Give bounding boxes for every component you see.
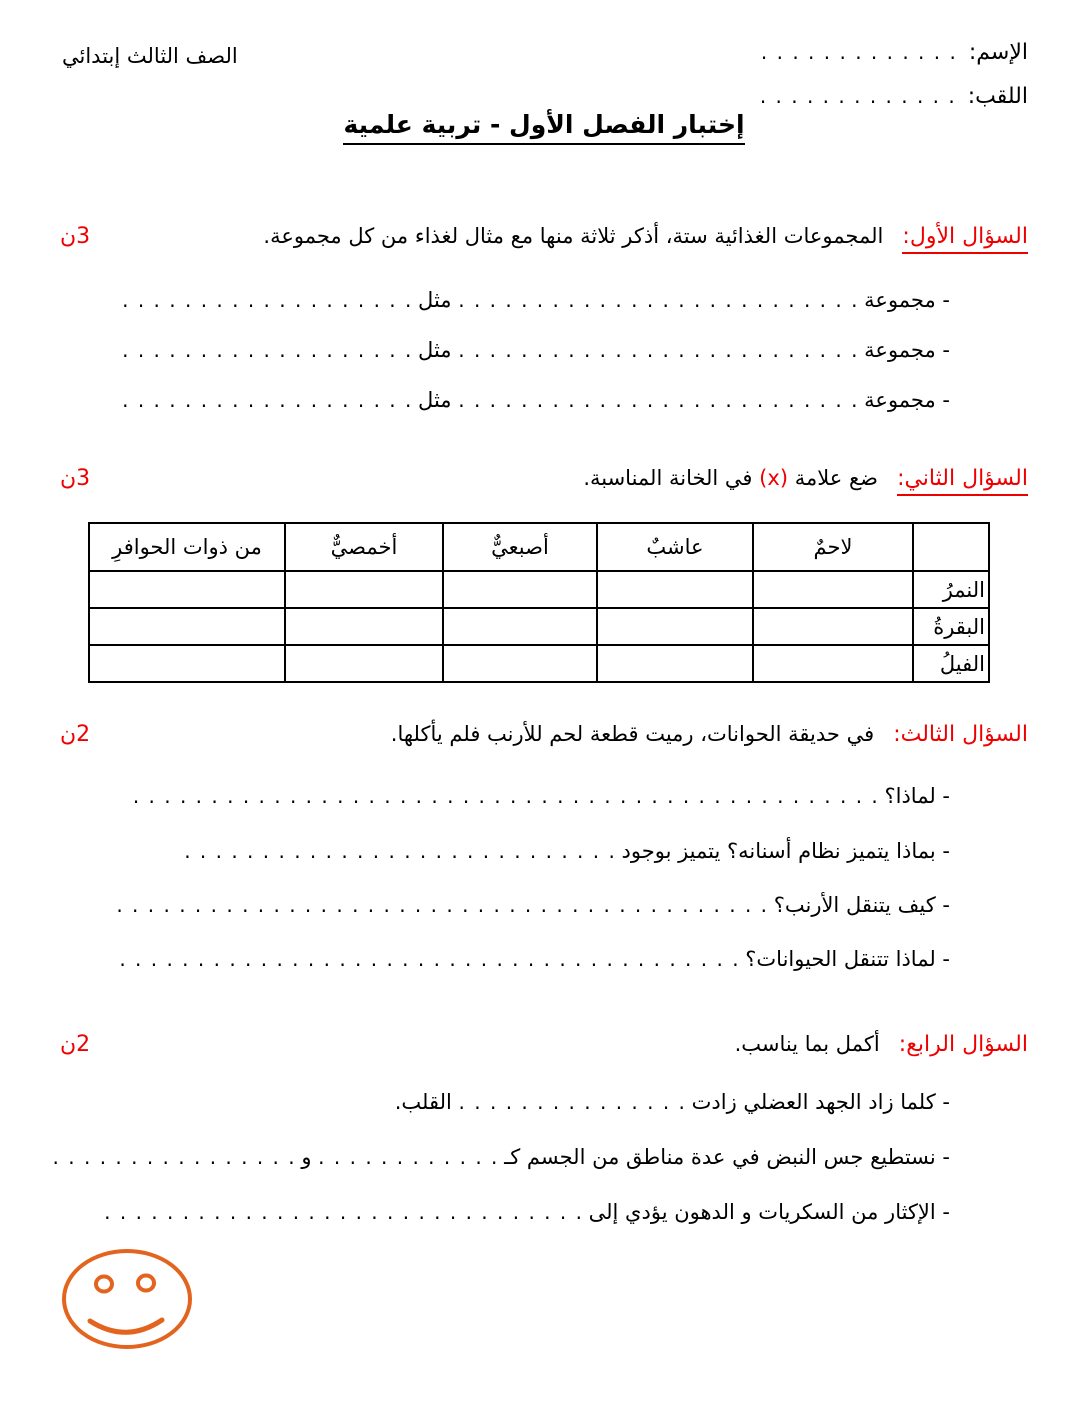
header-cell-digitigrade: أصبعيٌّ — [443, 523, 597, 571]
empty-cell — [597, 645, 753, 682]
classification-table — [88, 522, 990, 683]
q1-label: السؤال الأول: — [902, 224, 1028, 254]
question-text: - كيف يتنقل الأرنب؟ — [773, 893, 950, 917]
empty-cell — [753, 608, 913, 645]
dotted-blank: . . . . . . . . . . . . . . . . . . . . . . . . . . — [458, 288, 858, 312]
table-row — [89, 645, 989, 682]
q4-answer-line — [395, 1090, 950, 1114]
dotted-blank: . . . . . . . . . . . . . . . . — [52, 1145, 295, 1169]
surname-label: اللقب: — [967, 84, 1028, 109]
q4-answer-line — [53, 1145, 950, 1169]
empty-cell — [285, 645, 443, 682]
q2-label: السؤال الثاني: — [897, 466, 1028, 496]
dotted-blank: . . . . . . . . . . . . . . . . . . . — [122, 288, 412, 312]
question-text: - لماذا؟ — [884, 784, 950, 808]
dotted-blank: . . . . . . . . . . . . . . . . . . . . . . . . . . . . . . . . . . . . . . . . — [119, 947, 739, 971]
sentence-middle: و — [301, 1145, 312, 1169]
dotted-blank: . . . . . . . . . . . . . . . . . . . . . . . . . . . . . . . . . . . . . . . . . . . . . . . . — [132, 784, 878, 808]
row-label-cow: البقرةُ — [913, 608, 989, 645]
q3-instruction: في حديقة الحوانات، رميت قطعة لحم للأرنب فلم يأكلها. — [390, 722, 875, 746]
q4-label: السؤال الرابع: — [898, 1032, 1028, 1057]
header-cell-plantigrade: أخمصيٌّ — [285, 523, 443, 571]
table-row — [89, 608, 989, 645]
header-cell-herbivore: عاشبٌ — [597, 523, 753, 571]
row-label-tiger: النمرُ — [913, 571, 989, 608]
empty-cell — [753, 571, 913, 608]
name-row — [761, 40, 1028, 65]
empty-cell — [89, 571, 285, 608]
q2-points: 3ن — [60, 466, 91, 491]
answer-prefix: - مجموعة — [864, 288, 950, 312]
empty-cell — [597, 571, 753, 608]
q4-instruction: أكمل بما يناسب. — [734, 1032, 880, 1056]
q2-x-mark: (x) — [759, 466, 789, 490]
header-cell-empty — [913, 523, 989, 571]
q1-answer-line — [122, 288, 950, 312]
question-text: - بماذا يتميز نظام أسنانه؟ يتميز بوجود — [621, 839, 950, 863]
q1-points: 3ن — [60, 224, 91, 249]
dotted-blank: . . . . . . . . . . . . . . . . . . . . . . . . . . . . . . . . . . . . . . . . . . — [116, 893, 768, 917]
q2-instruction — [583, 466, 878, 490]
q3-answer-line — [116, 893, 950, 917]
q4-points: 2ن — [60, 1032, 91, 1057]
class-label: الصف الثالث إبتدائي — [62, 44, 238, 68]
q3-points: 2ن — [60, 722, 91, 747]
page-title-wrap — [0, 110, 1088, 145]
dotted-blank: . . . . . . . . . . . . . . . . . . . . . . . . . . . . . . . — [104, 1200, 582, 1224]
q3-answer-line — [133, 784, 950, 808]
q3-label: السؤال الثالث: — [893, 722, 1028, 747]
empty-cell — [89, 645, 285, 682]
answer-middle: مثل — [418, 338, 452, 362]
table-header-row — [89, 523, 989, 571]
surname-blank: . . . . . . . . . . . . . — [759, 84, 955, 108]
table-row — [89, 571, 989, 608]
sentence-prefix: - نستطيع جس النبض في عدة مناطق من الجسم كـ — [504, 1145, 950, 1169]
empty-cell — [753, 645, 913, 682]
header-cell-carnivore: لاحمٌ — [753, 523, 913, 571]
q1-heading — [60, 224, 1028, 254]
sentence-prefix: - الإكثار من السكريات و الدهون يؤدي إلى — [588, 1200, 950, 1224]
dotted-blank: . . . . . . . . . . . . . . . . . . . — [122, 388, 412, 412]
header-cell-hoofed: من ذوات الحوافرِ — [89, 523, 285, 571]
empty-cell — [443, 645, 597, 682]
empty-cell — [285, 571, 443, 608]
q2-heading — [60, 466, 1028, 496]
smiley-icon — [60, 1248, 194, 1352]
q4-heading — [60, 1032, 1028, 1057]
dotted-blank: . . . . . . . . . . . . . . . — [458, 1090, 685, 1114]
q1-instruction: المجموعات الغذائية ستة، أذكر ثلاثة منها مع مثال لغذاء من كل مجموعة. — [263, 224, 884, 248]
answer-middle: مثل — [418, 388, 452, 412]
q3-heading — [60, 722, 1028, 747]
surname-row — [760, 84, 1028, 109]
q2-instruction-before: ضع علامة — [794, 466, 878, 490]
dotted-blank: . . . . . . . . . . . . . . . . . . . . . . . . . . — [458, 388, 858, 412]
dotted-blank: . . . . . . . . . . . . — [318, 1145, 498, 1169]
answer-middle: مثل — [418, 288, 452, 312]
dotted-blank: . . . . . . . . . . . . . . . . . . . . . . . . . . — [458, 338, 858, 362]
empty-cell — [89, 608, 285, 645]
q3-answer-line — [119, 947, 950, 971]
question-text: - لماذا تتنقل الحيوانات؟ — [745, 947, 950, 971]
dotted-blank: . . . . . . . . . . . . . . . . . . . — [122, 338, 412, 362]
q1-answer-line — [122, 338, 950, 362]
page-title: إختبار الفصل الأول - تربية علمية — [343, 110, 744, 145]
empty-cell — [443, 571, 597, 608]
dotted-blank: . . . . . . . . . . . . . . . . . . . . . . . . . . . . — [184, 839, 615, 863]
q4-answer-line — [104, 1200, 950, 1224]
empty-cell — [597, 608, 753, 645]
name-blank: . . . . . . . . . . . . . — [760, 40, 956, 64]
row-label-elephant: الفيلُ — [913, 645, 989, 682]
sentence-suffix: القلب. — [394, 1090, 452, 1114]
name-label: الإسم: — [968, 40, 1028, 65]
empty-cell — [285, 608, 443, 645]
q3-answer-line — [184, 839, 950, 863]
q1-answer-line — [122, 388, 950, 412]
empty-cell — [443, 608, 597, 645]
sentence-prefix: - كلما زاد الجهد العضلي زادت — [691, 1090, 950, 1114]
answer-prefix: - مجموعة — [864, 388, 950, 412]
answer-prefix: - مجموعة — [864, 338, 950, 362]
q2-instruction-after: في الخانة المناسبة. — [583, 466, 753, 490]
